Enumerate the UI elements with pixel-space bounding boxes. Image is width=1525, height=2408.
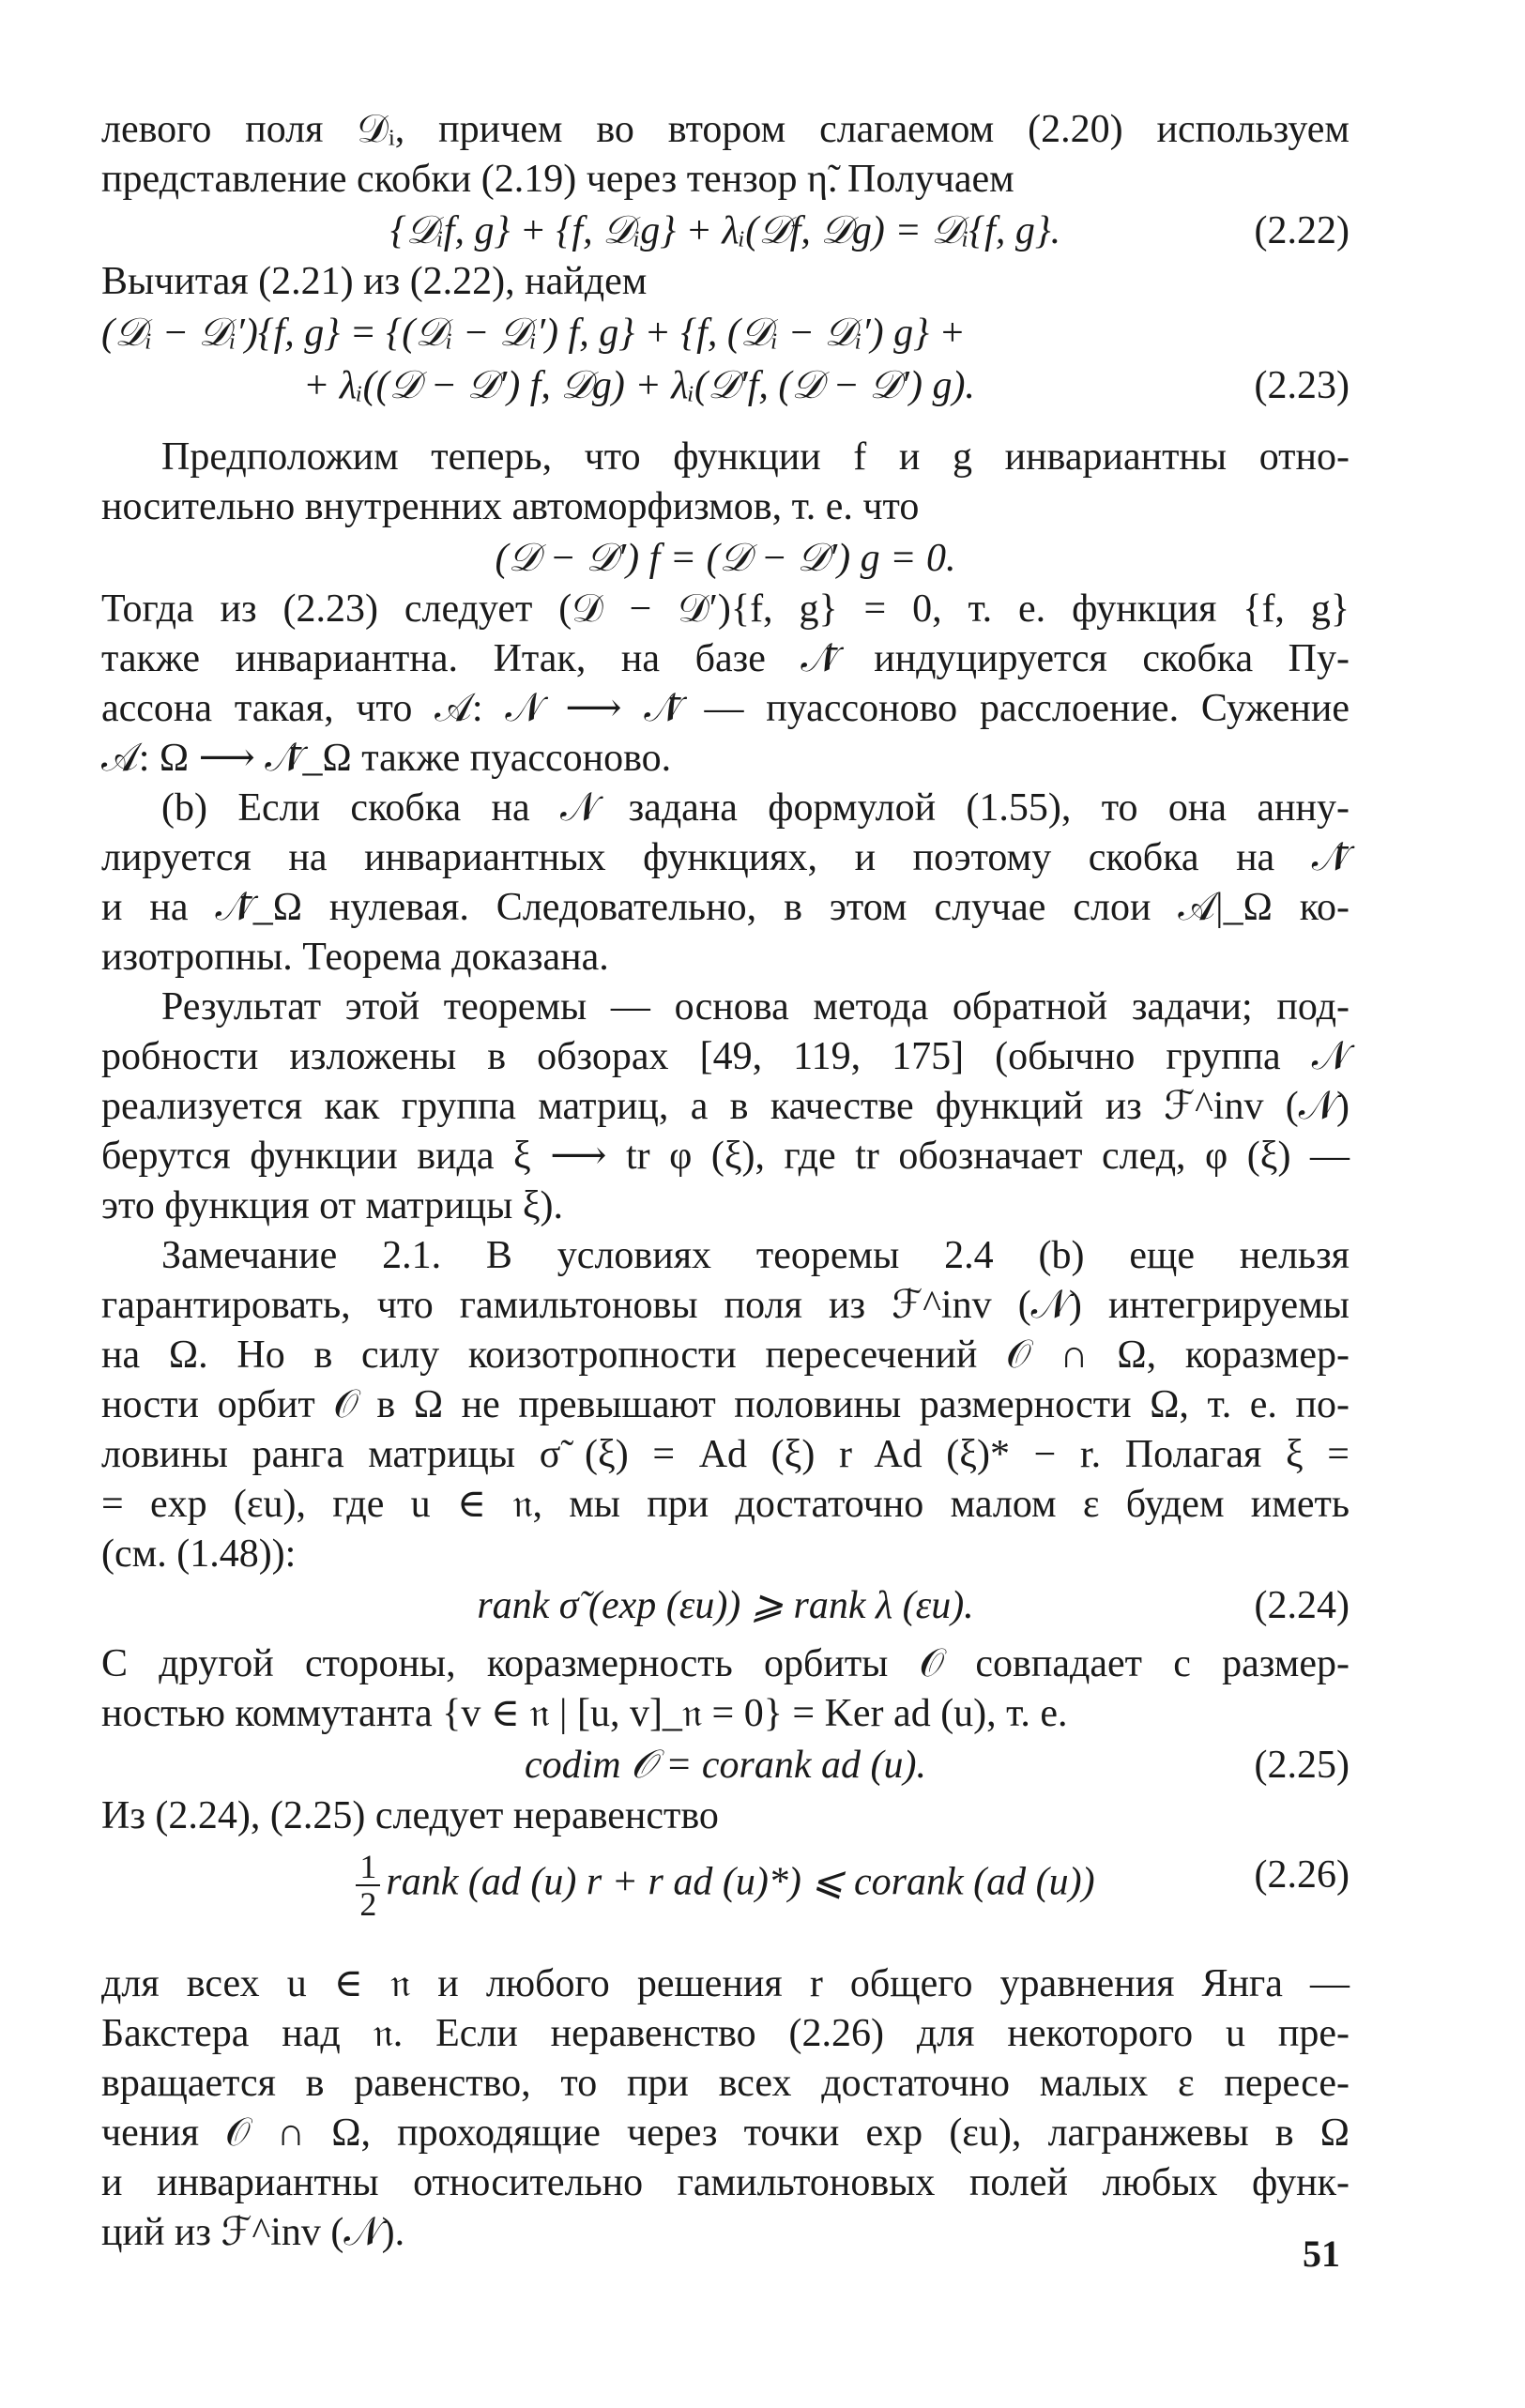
text-line: берутся функции вида ξ ⟶ tr φ (ξ), где tr обозначает след, φ (ξ) — — [101, 1135, 1350, 1178]
text-line: С другой стороны, коразмерность орбиты 𝒪 совпадает с размер- — [101, 1642, 1350, 1685]
text-line: Из (2.24), (2.25) следует неравенство — [101, 1794, 719, 1837]
equation-number: (2.23) — [1254, 364, 1350, 407]
page-number: 51 — [1303, 2233, 1340, 2275]
text-line: вращается в равенство, то при всех достаточно малых ε пересе- — [101, 2062, 1350, 2105]
text-line: Предположим теперь, что функции f и g инвариантны отно- — [161, 435, 1350, 479]
equation-body: (𝒟ᵢ − 𝒟ᵢ′){f, g} = {(𝒟ᵢ − 𝒟ᵢ′) f, g} + {f, (𝒟ᵢ − 𝒟ᵢ′) g} + — [101, 312, 966, 355]
equation-body: {𝒟ᵢf, g} + {f, 𝒟ᵢg} + λᵢ(𝒟f, 𝒟g) = 𝒟ᵢ{f, g}. — [389, 209, 1061, 252]
equation-2-24 — [101, 1579, 1350, 1632]
text-line: носительно внутренних автоморфизмов, т. е. что — [101, 485, 920, 528]
equation-body — [101, 1849, 1350, 1922]
text-line: 𝒜: Ω ⟶ 𝒩̄_Ω также пуассоново. — [101, 737, 672, 780]
text-line: (см. (1.48)): — [101, 1532, 297, 1576]
text-line: это функция от матрицы ξ). — [101, 1184, 564, 1227]
equation-body: rank σ̃ (exp (εu)) ⩾ rank λ (εu). — [477, 1584, 974, 1627]
equation-2-22 — [101, 205, 1350, 257]
text-line: = exp (εu), где u ∈ 𝔫, мы при достаточно малом ε будем иметь — [101, 1483, 1350, 1526]
equation-2-23-line1 — [101, 307, 1350, 359]
text-line: ности орбит 𝒪 в Ω не превышают половины размерности Ω, т. е. по- — [101, 1383, 1350, 1426]
text-line: Результат этой теоремы — основа метода обратной задачи; под- — [161, 985, 1350, 1029]
equation-invariant — [101, 532, 1350, 585]
text-line: и инвариантны относительно гамильтоновых полей любых функ- — [101, 2161, 1350, 2204]
text-line: Вычитая (2.21) из (2.22), найдем — [101, 260, 648, 303]
equation-body: (𝒟 − 𝒟′) f = (𝒟 − 𝒟′) g = 0. — [495, 537, 956, 580]
text-line: гарантировать, что гамильтоновы поля из ℱ^inv (𝒩) интегрируемы — [101, 1284, 1350, 1327]
equation-body-text: rank (ad (u) r + r ad (u)*) ⩽ corank (ad (u)) — [386, 1860, 1095, 1904]
text-line: лируется на инвариантных функциях, и поэтому скобка на 𝒩̄ — [101, 836, 1350, 879]
text-line: и на 𝒩̄_Ω нулевая. Следовательно, в этом случае слои 𝒜|_Ω ко- — [101, 886, 1350, 929]
fraction-numerator: 1 — [356, 1849, 380, 1886]
text-line: ций из ℱ^inv (𝒩). — [101, 2211, 405, 2254]
text-line: также инвариантна. Итак, на базе 𝒩̄ индуцируется скобка Пу- — [101, 637, 1350, 680]
equation-number: (2.25) — [1254, 1744, 1350, 1787]
text-line: для всех u ∈ 𝔫 и любого решения r общего уравнения Янга — — [101, 1962, 1350, 2005]
text-line: левого поля 𝒟ᵢ, причем во втором слагаемом (2.20) используем — [101, 108, 1350, 151]
text-line: изотропны. Теорема доказана. — [101, 936, 609, 979]
equation-body: codim 𝒪 = corank ad (u). — [524, 1744, 927, 1787]
equation-number: (2.24) — [1254, 1584, 1350, 1627]
text-line: Бакстера над 𝔫. Если неравенство (2.26) для некоторого u пре- — [101, 2012, 1350, 2055]
equation-number: (2.26) — [1254, 1853, 1350, 1897]
text-line: Замечание 2.1. В условиях теоремы 2.4 (b) еще нельзя — [161, 1234, 1350, 1277]
equation-2-25 — [101, 1739, 1350, 1791]
equation-body: + λᵢ((𝒟 − 𝒟′) f, 𝒟g) + λᵢ(𝒟′f, (𝒟 − 𝒟′) g). — [303, 364, 975, 407]
text-line: Тогда из (2.23) следует (𝒟 − 𝒟′){f, g} = 0, т. е. функция {f, g} — [101, 587, 1350, 631]
text-line: на Ω. Но в силу коизотропности пересечений 𝒪 ∩ Ω, коразмер- — [101, 1334, 1350, 1377]
text-line: ловины ранга матрицы σ̃ (ξ) = Ad (ξ) r Ad (ξ)* − r. Полагая ξ = — [101, 1433, 1350, 1476]
text-line: ностью коммутанта {v ∈ 𝔫 | [u, v]_𝔫 = 0} = Ker ad (u), т. е. — [101, 1692, 1068, 1735]
text-line: робности изложены в обзорах [49, 119, 175] (обычно группа 𝒩 — [101, 1035, 1350, 1078]
fraction-denominator: 2 — [359, 1885, 377, 1923]
text-line: чения 𝒪 ∩ Ω, проходящие через точки exp (εu), лагранжевы в Ω — [101, 2111, 1350, 2155]
equation-2-23-line2 — [101, 359, 1350, 412]
equation-number: (2.22) — [1254, 209, 1350, 252]
page-body — [101, 105, 1350, 2258]
equation-2-26 — [101, 1849, 1350, 1922]
fraction-one-half — [356, 1849, 380, 1922]
text-line: (b) Если скобка на 𝒩 задана формулой (1.55), то она анну- — [161, 786, 1350, 830]
text-line: представление скобки (2.19) через тензор η̃. Получаем — [101, 158, 1014, 201]
text-line: реализуется как группа матриц, а в качестве функций из ℱ^inv (𝒩) — [101, 1085, 1350, 1128]
text-line: ассона такая, что 𝒜: 𝒩 ⟶ 𝒩̄ — пуассоново расслоение. Сужение — [101, 687, 1350, 730]
